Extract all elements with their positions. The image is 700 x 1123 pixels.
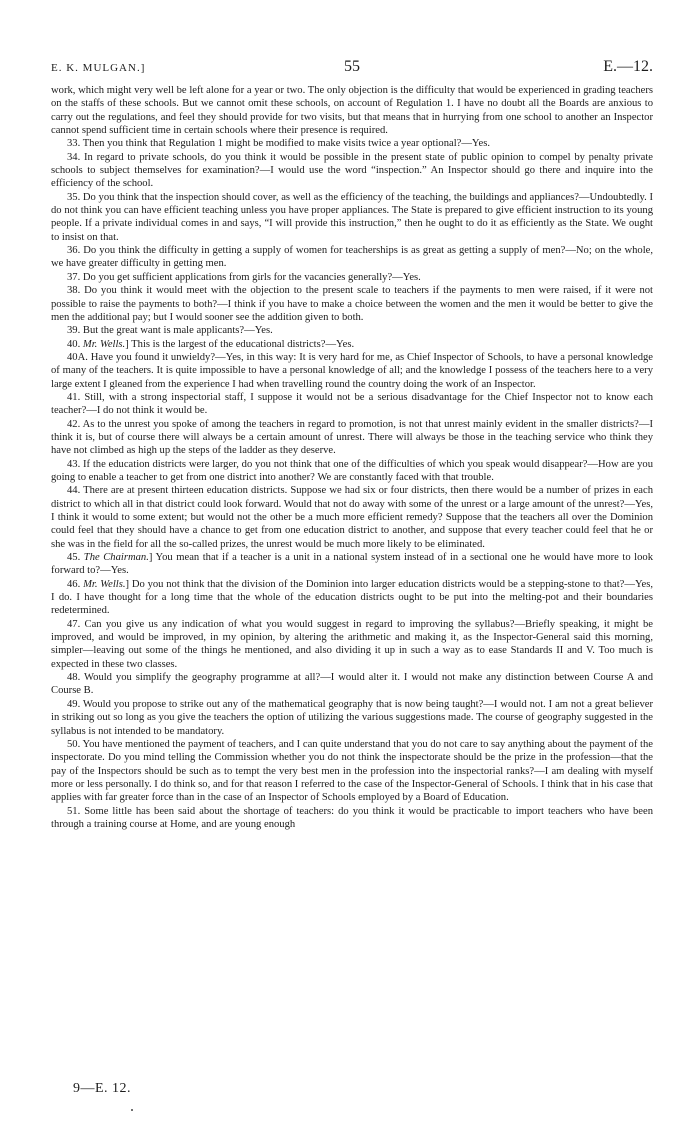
- page-number: 55: [344, 58, 360, 75]
- question-paragraph: 35. Do you think that the inspection should cover, as well as the efficiency of the teaching, the buildings and appliances?—Undoubtedly. I do not think you can have efficient teaching unless you have proper appliances. The State is prepared to give efficient instruction to its young people. If a private individual comes in and says, “I will provide this instruction,” then he ought to do it as efficiently as the State. We ought to insist on that.: [51, 191, 653, 243]
- question-paragraph: [51, 338, 653, 351]
- question-paragraph: 38. Do you think it would meet with the objection to the present scale to teachers if the payments to men were raised, if it were not possible to raise the payments to both?—I think if you have to make a choice between the women and the men it would be better to give the men the additional pay; but I would sooner see the addition given to both.: [51, 285, 653, 323]
- speaker-name: Mr. Wells.: [83, 578, 126, 590]
- print-speck: [131, 1109, 133, 1111]
- question-paragraph: work, which might very well be left alone for a year or two. The only objection is the difficulty that would be experienced in grading teachers on the staffs of these schools. But we cannot omit these schools, on account of Regulation 1. I have no doubt all the Boards are anxious to carry out the regulations, and feel they should provide for two visits, but that means that in hurrying from one school to another an Inspector cannot spend sufficient time in certain schools where their presence is required.: [51, 85, 653, 137]
- question-paragraph: 47. Can you give us any indication of what you would suggest in regard to improving the syllabus?—Briefly speaking, it might be improved, and would be improved, in my opinion, by altering the arithmetic and making it, as the Inspector-General said this morning, simpler—leaving out some of the things he mentioned, and also dividing it up in such a way as to ease Standards II and V. Too much is expected in these two classes.: [51, 618, 653, 670]
- question-paragraph: 41. Still, with a strong inspectorial staff, I suppose it would not be a serious disadvantage for the Chief Inspector not to know each teacher?—I do not think it would be.: [51, 391, 653, 417]
- question-number: 46.: [67, 578, 81, 590]
- speaker-name: Mr. Wells.: [82, 338, 126, 350]
- page-header: [51, 58, 653, 84]
- question-paragraph: 44. There are at present thirteen education districts. Suppose we had six or four districts, then there would be a number of prizes in each district to which all in that district could look forward. Would that not do away with some of the unrest or a large amount of the unrest?—Yes, I think it would to some extent; but would not the other be a much more efficient remedy? Suppose that the teachers all over the Dominion could feel that they should have a chance to get from one education district to another, and suppose that every teacher could feel that he or she was in the field for all the so-called prizes, the unrest would be much more likely to be eliminated.: [51, 485, 653, 550]
- question-paragraph: 49. Would you propose to strike out any of the mathematical geography that is now being taught?—I would not. I am not a great believer in striking out so long as you give the teachers the option of utilizing the various suggestions made. The course of geography suggested in the syllabus is not intended to be mandatory.: [51, 698, 653, 737]
- sheet-signature: 9—E. 12.: [73, 1081, 132, 1096]
- question-paragraph: 50. You have mentioned the payment of teachers, and I can quite understand that you do not care to say anything about the payment of the inspectorate. Do you mind telling the Commission whether you do not think the inspectorate should be the prize in the profession—that the pay of the Inspectors should be such as to tempt the very best men in the profession into the inspectorial ranks?—I am dealing with myself more or less personally. I do think so, and for that reason I referred to the case of the Inspector-General of Schools. I think that in his case that applies with far greater force than in the case of an Inspector of Schools employed by a Board of Education.: [51, 738, 653, 804]
- question-paragraph: 51. Some little has been said about the shortage of teachers: do you think it would be practicable to import teachers who have been through a training course at Home, and are young enough: [51, 805, 653, 830]
- question-paragraph: 37. Do you get sufficient applications from girls for the vacancies generally?—Yes.: [67, 271, 421, 283]
- question-number: 40.: [67, 338, 81, 350]
- question-paragraph: [51, 578, 653, 618]
- witness-name: E. K. MULGAN.]: [51, 62, 146, 74]
- document-page: [51, 58, 653, 831]
- question-paragraph: 48. Would you simplify the geography programme at all?—I would alter it. I would not make any distinction between Course A and Course B.: [51, 672, 653, 697]
- paragraph-text: ] Do you not think that the division of the Dominion into larger education districts would be a stepping-stone to that?—Yes, I do. I have thought for a long time that the whole of the education districts ought to be put into the melting-pot and their boundaries redetermined.: [51, 578, 654, 617]
- document-reference: E.—12.: [603, 58, 653, 75]
- document-body: [51, 84, 653, 831]
- paragraph-text: ] You mean that if a teacher is a unit in a national system instead of in a sectional one he would have more to look forward to?—Yes.: [51, 552, 654, 577]
- question-number: 45.: [67, 552, 81, 564]
- question-paragraph: 43. If the education districts were larger, do you not think that one of the difficulties of which you speak would disappear?—How are you going to enable a teacher to get from one district into another? We are constantly faced with that trouble.: [51, 458, 653, 483]
- question-paragraph: 34. In regard to private schools, do you think it would be possible in the present state of public opinion to compel by penalty private schools to subject themselves for examination?—I would use the word “inspection.” An Inspector should go there and inquire into the efficiency of the school.: [51, 151, 653, 190]
- question-paragraph: [51, 551, 653, 578]
- question-paragraph: 39. But the great want is male applicants?—Yes.: [67, 325, 273, 337]
- paragraph-text: ] This is the largest of the educational districts?—Yes.: [125, 338, 355, 350]
- question-paragraph: 33. Then you think that Regulation 1 might be modified to make visits twice a year optional?—Yes.: [67, 138, 490, 150]
- question-paragraph: 40A. Have you found it unwieldy?—Yes, in this way: It is very hard for me, as Chief Inspector of Schools, to have a personal knowledge of many of the teachers. It is quite impossible to have a personal knowledge of all; and the knowledge I possess of the teachers here to a very large extent I gleaned from the experience I had when travelling round the country doing the work of an Inspector.: [51, 351, 653, 390]
- speaker-name: The Chairman.: [83, 552, 149, 564]
- question-paragraph: 42. As to the unrest you spoke of among the teachers in regard to promotion, is not that unrest mainly evident in the smaller districts?—I think it is, but of course there will always be a certain amount of unrest. There will always be those in the teaching service who think they have not climbed as high up the steps of the ladder as they deserve.: [51, 418, 653, 457]
- question-paragraph: 36. Do you think the difficulty in getting a supply of women for teacherships is as great as getting a supply of men?—No; on the whole, we have greater difficulty in getting men.: [51, 245, 653, 270]
